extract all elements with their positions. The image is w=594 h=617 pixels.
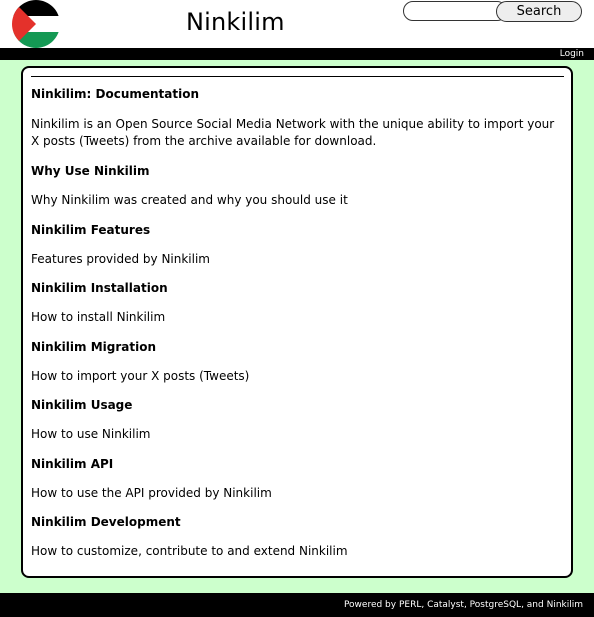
- search-button[interactable]: Search: [496, 1, 582, 22]
- intro-text: Ninkilim is an Open Source Social Media Network with the unique ability to import your X posts (Tweets) from the archive available for download.: [31, 117, 555, 148]
- header: [0, 0, 594, 48]
- section-desc-why-use: Why Ninkilim was created and why you should use it: [31, 193, 348, 207]
- section-migration: [31, 340, 562, 383]
- search-input[interactable]: [403, 1, 507, 21]
- documentation-panel: [21, 66, 573, 578]
- section-title-development[interactable]: Ninkilim Development: [31, 515, 181, 529]
- palestine-flag-icon[interactable]: [12, 0, 60, 48]
- footer-text: Powered by PERL, Catalyst, PostgreSQL, and Ninkilim: [343, 600, 583, 610]
- section-title-installation[interactable]: Ninkilim Installation: [31, 281, 168, 295]
- section-desc-api: How to use the API provided by Ninkilim: [31, 486, 272, 500]
- footer: [0, 593, 594, 617]
- section-desc-usage: How to use Ninkilim: [31, 427, 151, 441]
- section-why-use: [31, 164, 562, 207]
- section-title-usage[interactable]: Ninkilim Usage: [31, 398, 133, 412]
- section-title-features[interactable]: Ninkilim Features: [31, 223, 151, 237]
- section-title-api[interactable]: Ninkilim API: [31, 457, 114, 471]
- section-development: [31, 515, 562, 558]
- section-api: [31, 457, 562, 500]
- section-desc-installation: How to install Ninkilim: [31, 310, 166, 324]
- section-features: [31, 223, 562, 266]
- section-title-why-use[interactable]: Why Use Ninkilim: [31, 164, 150, 178]
- section-desc-migration: How to import your X posts (Tweets): [31, 369, 250, 383]
- section-desc-features: Features provided by Ninkilim: [31, 252, 210, 266]
- palestine-flag-graphic: [12, 0, 60, 48]
- section-usage: [31, 398, 562, 441]
- page-title: Ninkilim: Documentation: [31, 87, 200, 101]
- nav-bar: [0, 48, 594, 60]
- divider: [31, 76, 564, 77]
- section-title-migration[interactable]: Ninkilim Migration: [31, 340, 156, 354]
- login-link[interactable]: Login: [559, 49, 584, 59]
- section-installation: [31, 281, 562, 324]
- section-desc-development: How to customize, contribute to and extend Ninkilim: [31, 544, 348, 558]
- site-title[interactable]: Ninkilim: [186, 8, 285, 36]
